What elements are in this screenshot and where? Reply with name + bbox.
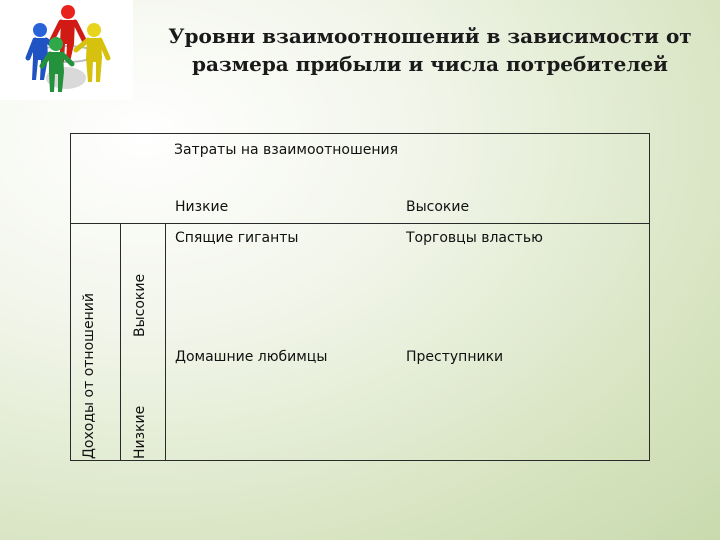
people-circle-icon	[0, 0, 133, 100]
table-divider-data-start	[165, 223, 166, 461]
column-header-low: Низкие	[175, 199, 229, 215]
costs-header: Затраты на взаимоотношения	[174, 142, 399, 158]
cell-low-income-high-cost: Преступники	[406, 349, 504, 365]
cell-high-income-high-cost: Торговцы властью	[406, 230, 543, 246]
cell-low-income-low-cost: Домашние любимцы	[175, 349, 328, 365]
table-border-bottom	[70, 460, 650, 461]
row-header-high: Высокие	[132, 273, 148, 337]
title-line-1: Уровни взаимоотношений в зависимости от	[168, 24, 692, 48]
relationship-matrix-table	[70, 133, 650, 461]
table-divider-header	[70, 223, 650, 224]
table-divider-row-labels	[120, 223, 121, 461]
income-header: Доходы от отношений	[81, 293, 97, 459]
logo	[0, 0, 133, 100]
cell-high-income-low-cost: Спящие гиганты	[175, 230, 299, 246]
page-title	[150, 22, 710, 78]
column-header-high: Высокие	[406, 199, 470, 215]
table-border-top	[70, 133, 650, 134]
row-header-low: Низкие	[132, 405, 148, 459]
table-border-left	[70, 133, 71, 461]
table-border-right	[649, 133, 650, 461]
title-line-2: размера прибыли и числа потребителей	[192, 52, 668, 76]
